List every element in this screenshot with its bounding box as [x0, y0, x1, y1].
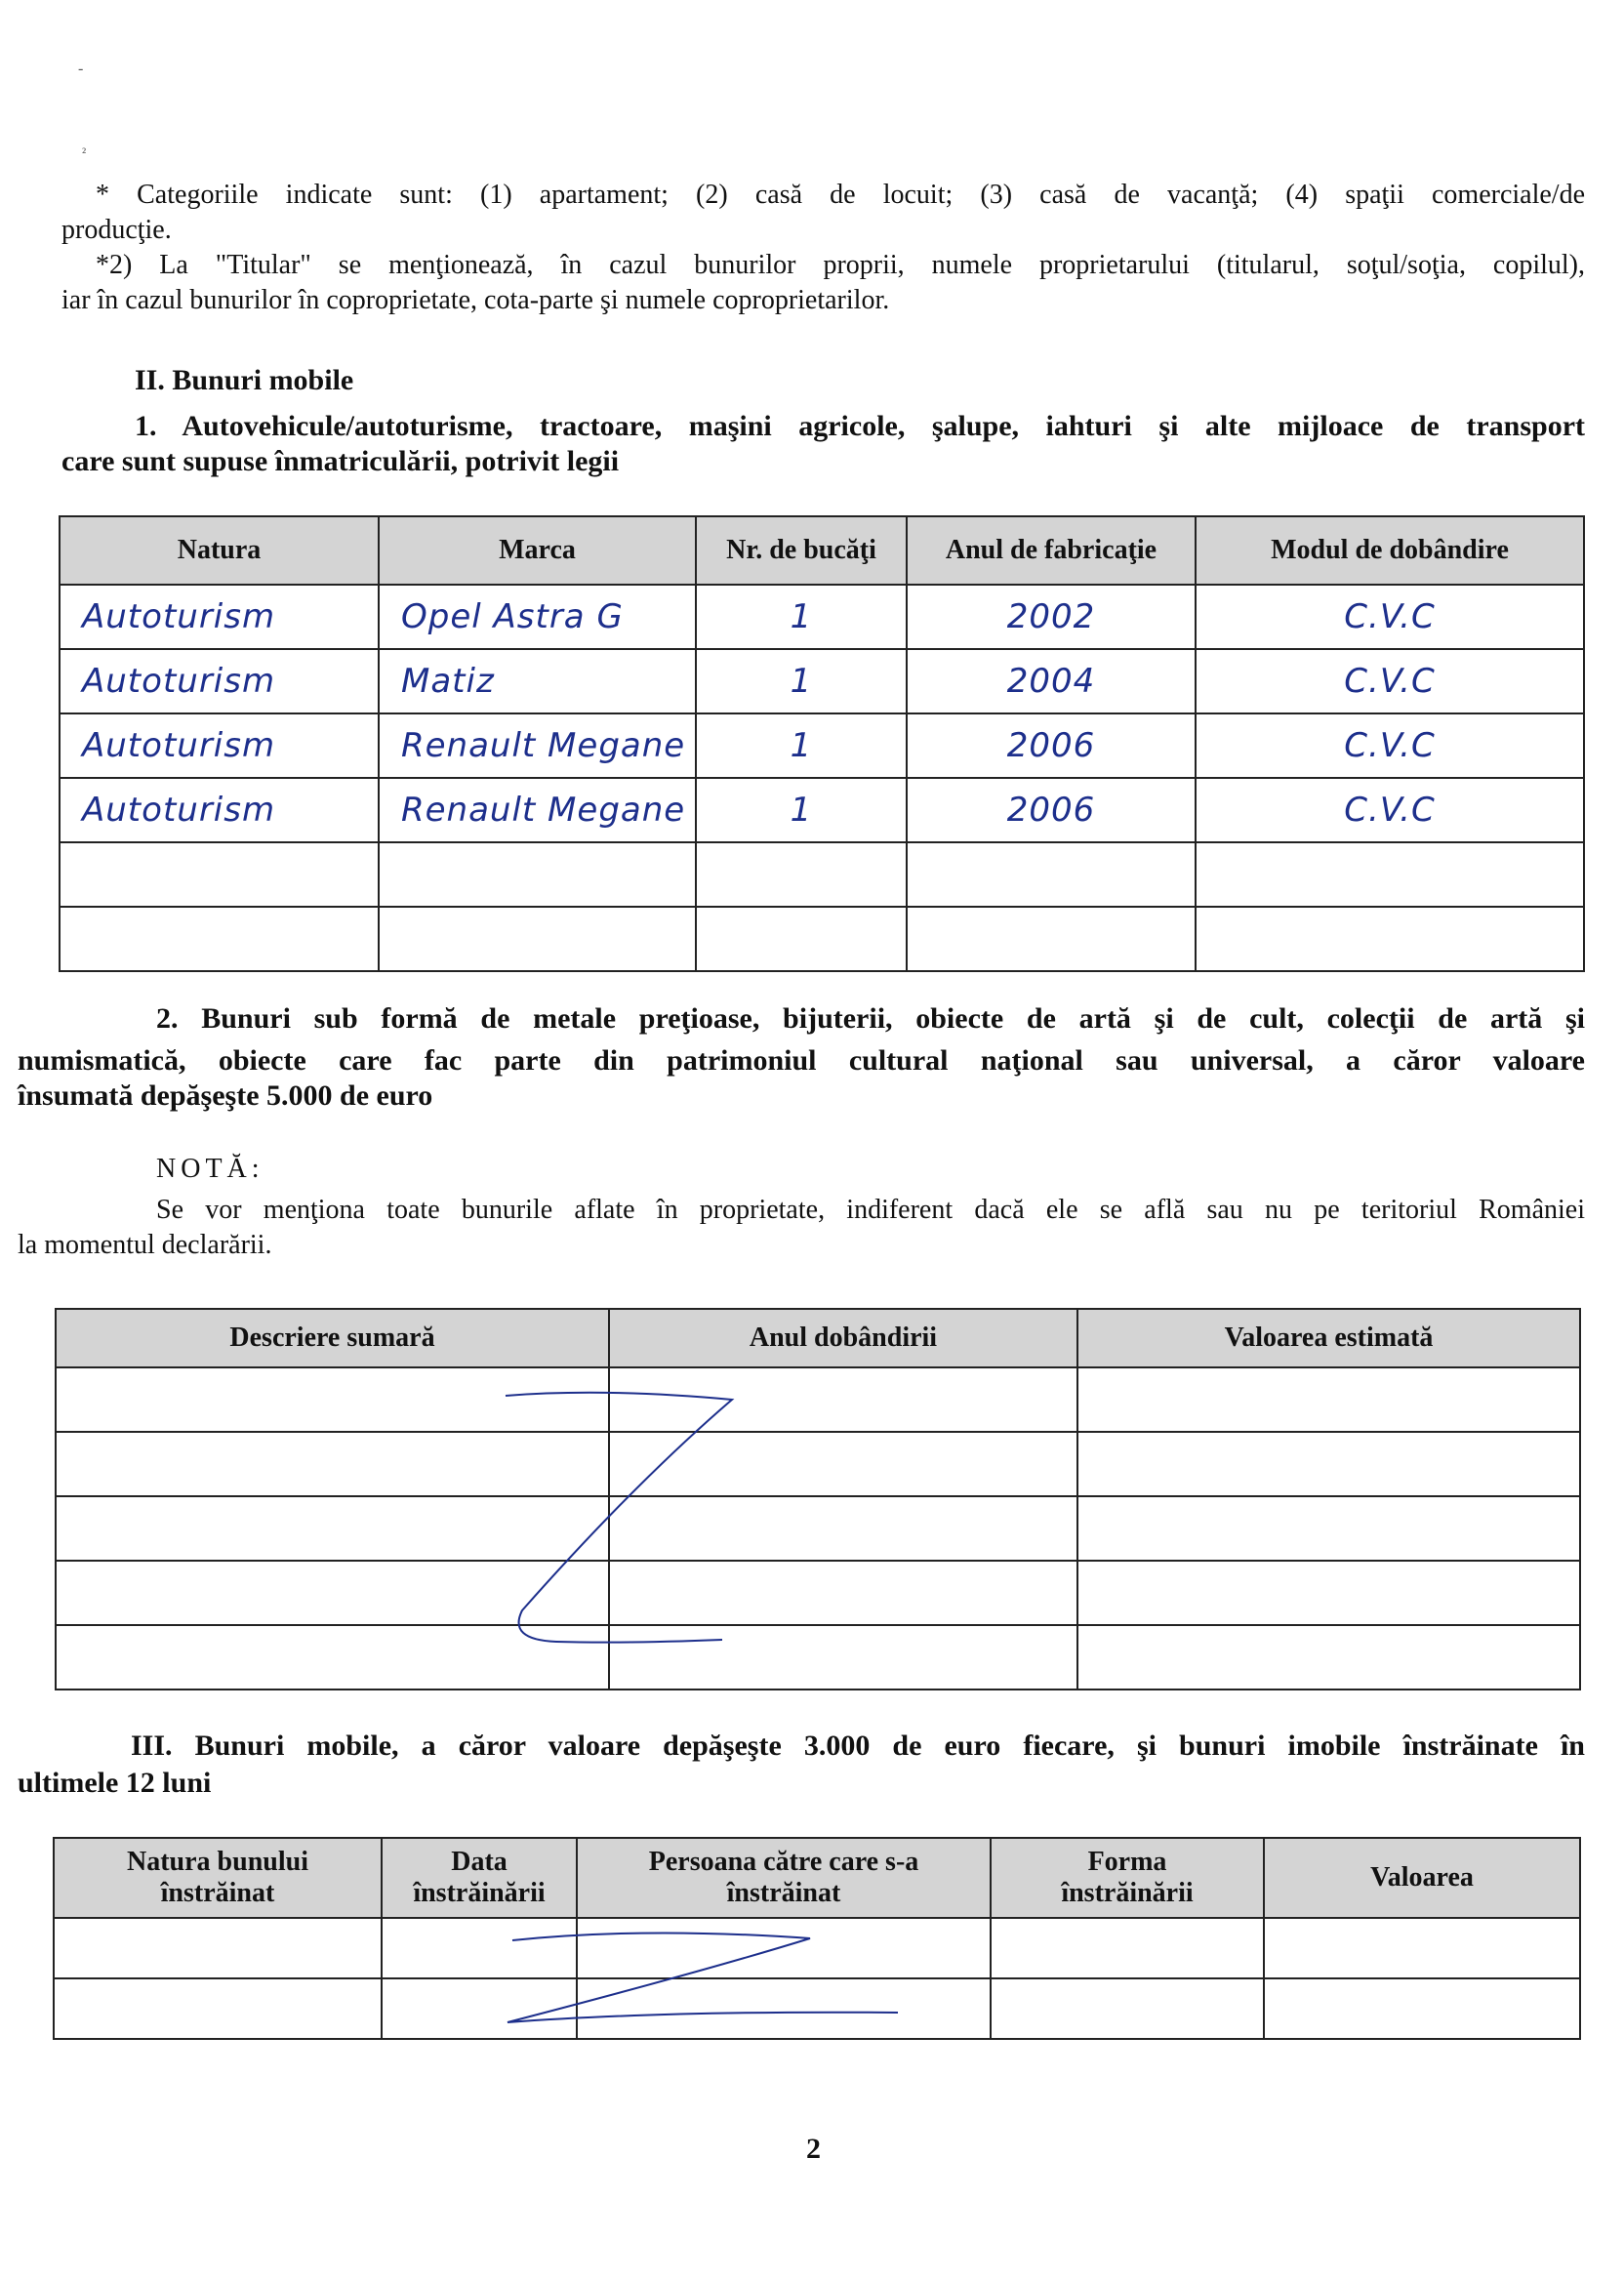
header-forma-instrainarii	[991, 1838, 1264, 1918]
empty-cell	[696, 907, 907, 971]
header-persoana	[577, 1838, 991, 1918]
footnote-marker: ²	[82, 146, 87, 161]
empty-cell	[382, 1918, 577, 1978]
header-text: înstrăinării	[1061, 1878, 1194, 1908]
header-text: Natura bunului	[127, 1847, 308, 1877]
table-row	[60, 649, 1584, 713]
header-text: înstrăinării	[413, 1878, 546, 1908]
vehicle-year-cell: 2006	[907, 713, 1196, 778]
vehicles-table	[59, 515, 1585, 972]
header-text: Persoana către care s-a	[648, 1847, 919, 1877]
footnote-categories-cont: producţie.	[61, 215, 172, 245]
vehicle-year-cell: 2002	[907, 585, 1196, 649]
table-row	[60, 778, 1584, 842]
empty-cell	[609, 1367, 1077, 1432]
table-row	[54, 1918, 1580, 1978]
empty-cell	[60, 907, 379, 971]
nota-label: NOTĂ:	[156, 1154, 264, 1184]
empty-cell	[609, 1625, 1077, 1690]
header-text: înstrăinat	[160, 1878, 275, 1908]
footnote-titular: *2) La "Titular" se menţionează, în cazul bunurilor proprii, numele proprietarului (titularul, soţul/soţia, copilul),	[96, 250, 1585, 280]
header-natura: Natura	[60, 516, 379, 585]
header-data-instrainarii	[382, 1838, 577, 1918]
subsection-1-title-cont: care sunt supuse înmatriculării, potrivit legii	[61, 445, 620, 477]
table-row	[56, 1432, 1580, 1496]
header-valoarea-estimata: Valoarea estimată	[1077, 1309, 1580, 1367]
header-text: Data	[451, 1847, 508, 1877]
empty-cell	[577, 1978, 991, 2039]
table-row	[60, 907, 1584, 971]
alienated-header-row	[54, 1838, 1580, 1918]
empty-cell	[56, 1561, 609, 1625]
empty-cell	[56, 1432, 609, 1496]
vehicle-acquisition-cell: C.V.C	[1196, 778, 1584, 842]
empty-cell	[609, 1496, 1077, 1561]
empty-cell	[1264, 1918, 1580, 1978]
header-text: înstrăinat	[726, 1878, 841, 1908]
subsection-2-title: 2. Bunuri sub formă de metale preţioase, bijuterii, obiecte de artă şi de cult, colecţii de artă şi	[156, 1002, 1585, 1035]
subsection-1-title: 1. Autovehicule/autoturisme, tractoare, maşini agricole, şalupe, iahturi şi alte mijloace de transport	[135, 410, 1585, 442]
empty-cell	[1196, 907, 1584, 971]
vehicle-marca-cell: Opel Astra G	[379, 585, 696, 649]
vehicle-count-cell: 1	[696, 585, 907, 649]
empty-cell	[54, 1918, 382, 1978]
footnote-titular-cont: iar în cazul bunurilor în coproprietate, cota-parte şi numele coproprietarilor.	[61, 285, 890, 315]
empty-cell	[1077, 1432, 1580, 1496]
table-row	[56, 1496, 1580, 1561]
subsection-2-title-cont: numismatică, obiecte care fac parte din patrimoniul cultural naţional sau universal, a căror valoare	[18, 1044, 1585, 1077]
empty-cell	[1077, 1561, 1580, 1625]
scan-speck: -	[78, 61, 84, 77]
header-valoarea: Valoarea	[1264, 1838, 1580, 1918]
table-row	[54, 1978, 1580, 2039]
valuables-table	[55, 1308, 1581, 1690]
vehicle-natura-cell: Autoturism	[60, 585, 379, 649]
empty-cell	[609, 1432, 1077, 1496]
vehicle-marca-cell: Renault Megane	[379, 713, 696, 778]
footnote-categories: * Categoriile indicate sunt: (1) apartament; (2) casă de locuit; (3) casă de vacanţă; (4) spaţii comerciale/de	[96, 180, 1585, 210]
nota-text-cont: la momentul declarării.	[18, 1230, 272, 1260]
empty-cell	[696, 842, 907, 907]
empty-cell	[609, 1561, 1077, 1625]
vehicle-marca-cell: Matiz	[379, 649, 696, 713]
vehicle-count-cell: 1	[696, 713, 907, 778]
subsection-2-title-end: însumată depăşeşte 5.000 de euro	[18, 1079, 433, 1112]
vehicle-count-cell: 1	[696, 778, 907, 842]
header-anul-fabricatie: Anul de fabricaţie	[907, 516, 1196, 585]
table-row	[60, 842, 1584, 907]
vehicles-header-row	[60, 516, 1584, 585]
header-modul-dobandire: Modul de dobândire	[1196, 516, 1584, 585]
vehicle-year-cell: 2006	[907, 778, 1196, 842]
section-iii-title: III. Bunuri mobile, a căror valoare depăşeşte 3.000 de euro fiecare, şi bunuri imobile înstrăinate în	[131, 1730, 1585, 1762]
empty-cell	[907, 842, 1196, 907]
empty-cell	[54, 1978, 382, 2039]
empty-cell	[1264, 1978, 1580, 2039]
empty-cell	[577, 1918, 991, 1978]
header-anul-dobandirii: Anul dobândirii	[609, 1309, 1077, 1367]
empty-cell	[382, 1978, 577, 2039]
header-descriere: Descriere sumară	[56, 1309, 609, 1367]
empty-cell	[991, 1978, 1264, 2039]
vehicle-natura-cell: Autoturism	[60, 713, 379, 778]
vehicle-year-cell: 2004	[907, 649, 1196, 713]
empty-cell	[1077, 1496, 1580, 1561]
table-row	[60, 713, 1584, 778]
vehicle-count-cell: 1	[696, 649, 907, 713]
empty-cell	[56, 1367, 609, 1432]
vehicle-marca-cell: Renault Megane	[379, 778, 696, 842]
vehicle-natura-cell: Autoturism	[60, 778, 379, 842]
section-ii-title: II. Bunuri mobile	[135, 364, 354, 396]
empty-cell	[991, 1918, 1264, 1978]
empty-cell	[60, 842, 379, 907]
empty-cell	[907, 907, 1196, 971]
header-marca: Marca	[379, 516, 696, 585]
vehicle-natura-cell: Autoturism	[60, 649, 379, 713]
empty-cell	[56, 1496, 609, 1561]
header-text: Forma	[1087, 1847, 1167, 1877]
nota-text: Se vor menţiona toate bunurile aflate în proprietate, indiferent dacă ele se află sau nu pe teritoriul României	[156, 1195, 1585, 1225]
table-row	[56, 1367, 1580, 1432]
table-row	[56, 1561, 1580, 1625]
alienated-table	[53, 1837, 1581, 2040]
header-nr-bucati: Nr. de bucăţi	[696, 516, 907, 585]
table-row	[60, 585, 1584, 649]
page-number: 2	[806, 2133, 821, 2165]
empty-cell	[379, 842, 696, 907]
section-iii-title-cont: ultimele 12 luni	[18, 1767, 212, 1799]
header-natura-bunului	[54, 1838, 382, 1918]
table-row	[56, 1625, 1580, 1690]
vehicle-acquisition-cell: C.V.C	[1196, 649, 1584, 713]
empty-cell	[1077, 1367, 1580, 1432]
empty-cell	[56, 1625, 609, 1690]
empty-cell	[379, 907, 696, 971]
empty-cell	[1077, 1625, 1580, 1690]
vehicle-acquisition-cell: C.V.C	[1196, 585, 1584, 649]
vehicle-acquisition-cell: C.V.C	[1196, 713, 1584, 778]
empty-cell	[1196, 842, 1584, 907]
valuables-header-row	[56, 1309, 1580, 1367]
